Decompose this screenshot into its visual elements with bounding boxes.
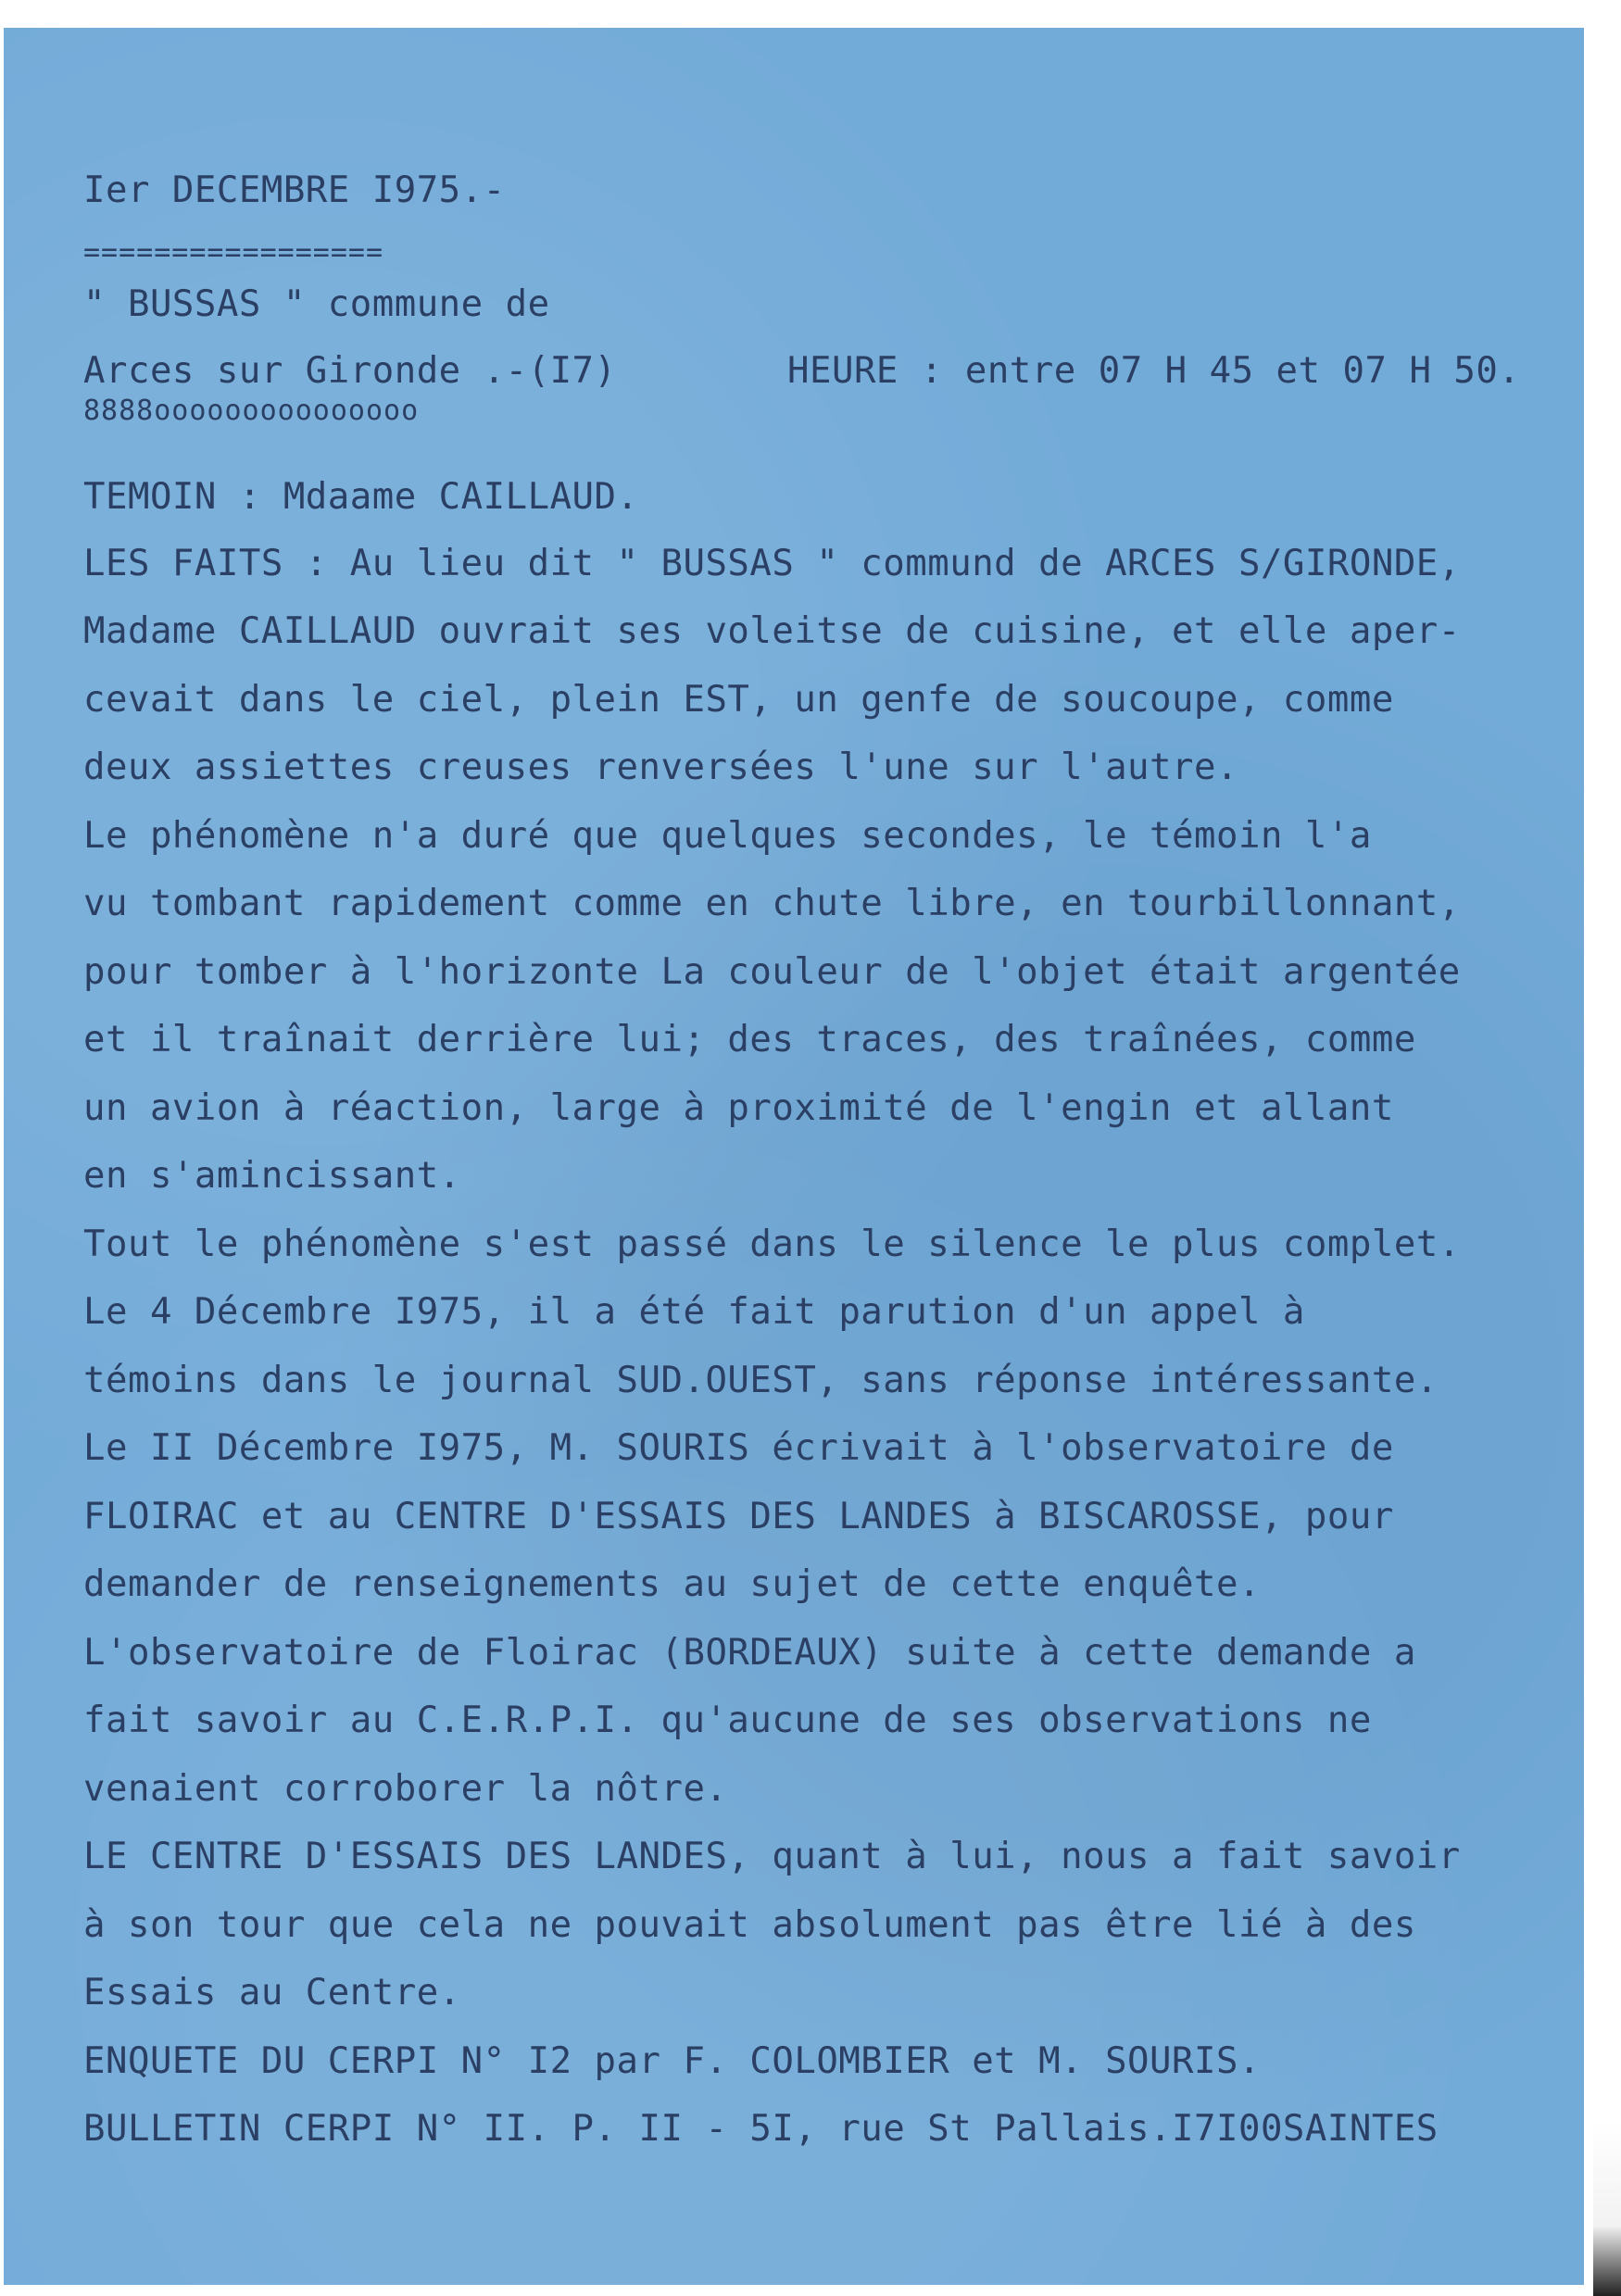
survey-credit: ENQUETE DU CERPI N° I2 par F. COLOMBIER et M. SOURIS. [83, 2040, 1261, 2082]
separator-line: 8888ooooooooooooooo [83, 395, 420, 427]
body-line: LE CENTRE D'ESSAIS DES LANDES, quant à lui, nous a fait savoir [83, 1836, 1461, 1877]
body-line: Madame CAILLAUD ouvrait ses voleitse de cuisine, et elle aper- [83, 610, 1461, 652]
body-line: deux assiettes creuses renversées l'une sur l'autre. [83, 747, 1238, 788]
body-line: Tout le phénomène s'est passé dans le silence le plus complet. [83, 1223, 1461, 1265]
body-line: témoins dans le journal SUD.OUEST, sans réponse intéressante. [83, 1360, 1439, 1401]
location-line-1: " BUSSAS " commune de [83, 283, 550, 325]
body-line: vu tombant rapidement comme en chute libre, en tourbillonnant, [83, 883, 1461, 924]
body-line: LES FAITS : Au lieu dit " BUSSAS " commund de ARCES S/GIRONDE, [83, 543, 1461, 584]
page-corner-shadow [1593, 2120, 1621, 2296]
date-underline: ================= [83, 236, 384, 269]
body-line: venaient corroborer la nôtre. [83, 1768, 728, 1810]
body-line: L'observatoire de Floirac (BORDEAUX) suite à cette demande a [83, 1632, 1416, 1674]
body-line: un avion à réaction, large à proximité de l'engin et allant [83, 1087, 1394, 1129]
body-line: en s'amincissant. [83, 1155, 461, 1197]
body-line: pour tomber à l'horizonte La couleur de l'objet était argentée [83, 951, 1461, 993]
body-line: cevait dans le ciel, plein EST, un genfe de soucoupe, comme [83, 679, 1394, 721]
body-line: Le phénomène n'a duré que quelques secondes, le témoin l'a [83, 815, 1372, 857]
document-date: Ier DECEMBRE I975.- [83, 169, 506, 211]
body-line: Essais au Centre. [83, 1972, 461, 2014]
body-line: TEMOIN : Mdaame CAILLAUD. [83, 476, 639, 518]
body-line: FLOIRAC et au CENTRE D'ESSAIS DES LANDES à BISCAROSSE, pour [83, 1496, 1394, 1537]
location-line-2: Arces sur Gironde .-(I7) [83, 350, 617, 392]
body-line: à son tour que cela ne pouvait absolument pas être lié à des [83, 1904, 1416, 1946]
time-heure: HEURE : entre 07 H 45 et 07 H 50. [787, 350, 1521, 392]
body-line: Le 4 Décembre I975, il a été fait parution d'un appel à [83, 1291, 1305, 1333]
body-line: Le II Décembre I975, M. SOURIS écrivait à l'observatoire de [83, 1427, 1394, 1469]
typed-page [4, 28, 1584, 2285]
body-line: et il traînait derrière lui; des traces, des traînées, comme [83, 1019, 1416, 1060]
body-line: fait savoir au C.E.R.P.I. qu'aucune de ses observations ne [83, 1700, 1372, 1741]
bulletin-reference: BULLETIN CERPI N° II. P. II - 5I, rue St Pallais.I7I00SAINTES [83, 2108, 1439, 2150]
body-line: demander de renseignements au sujet de cette enquête. [83, 1563, 1261, 1605]
